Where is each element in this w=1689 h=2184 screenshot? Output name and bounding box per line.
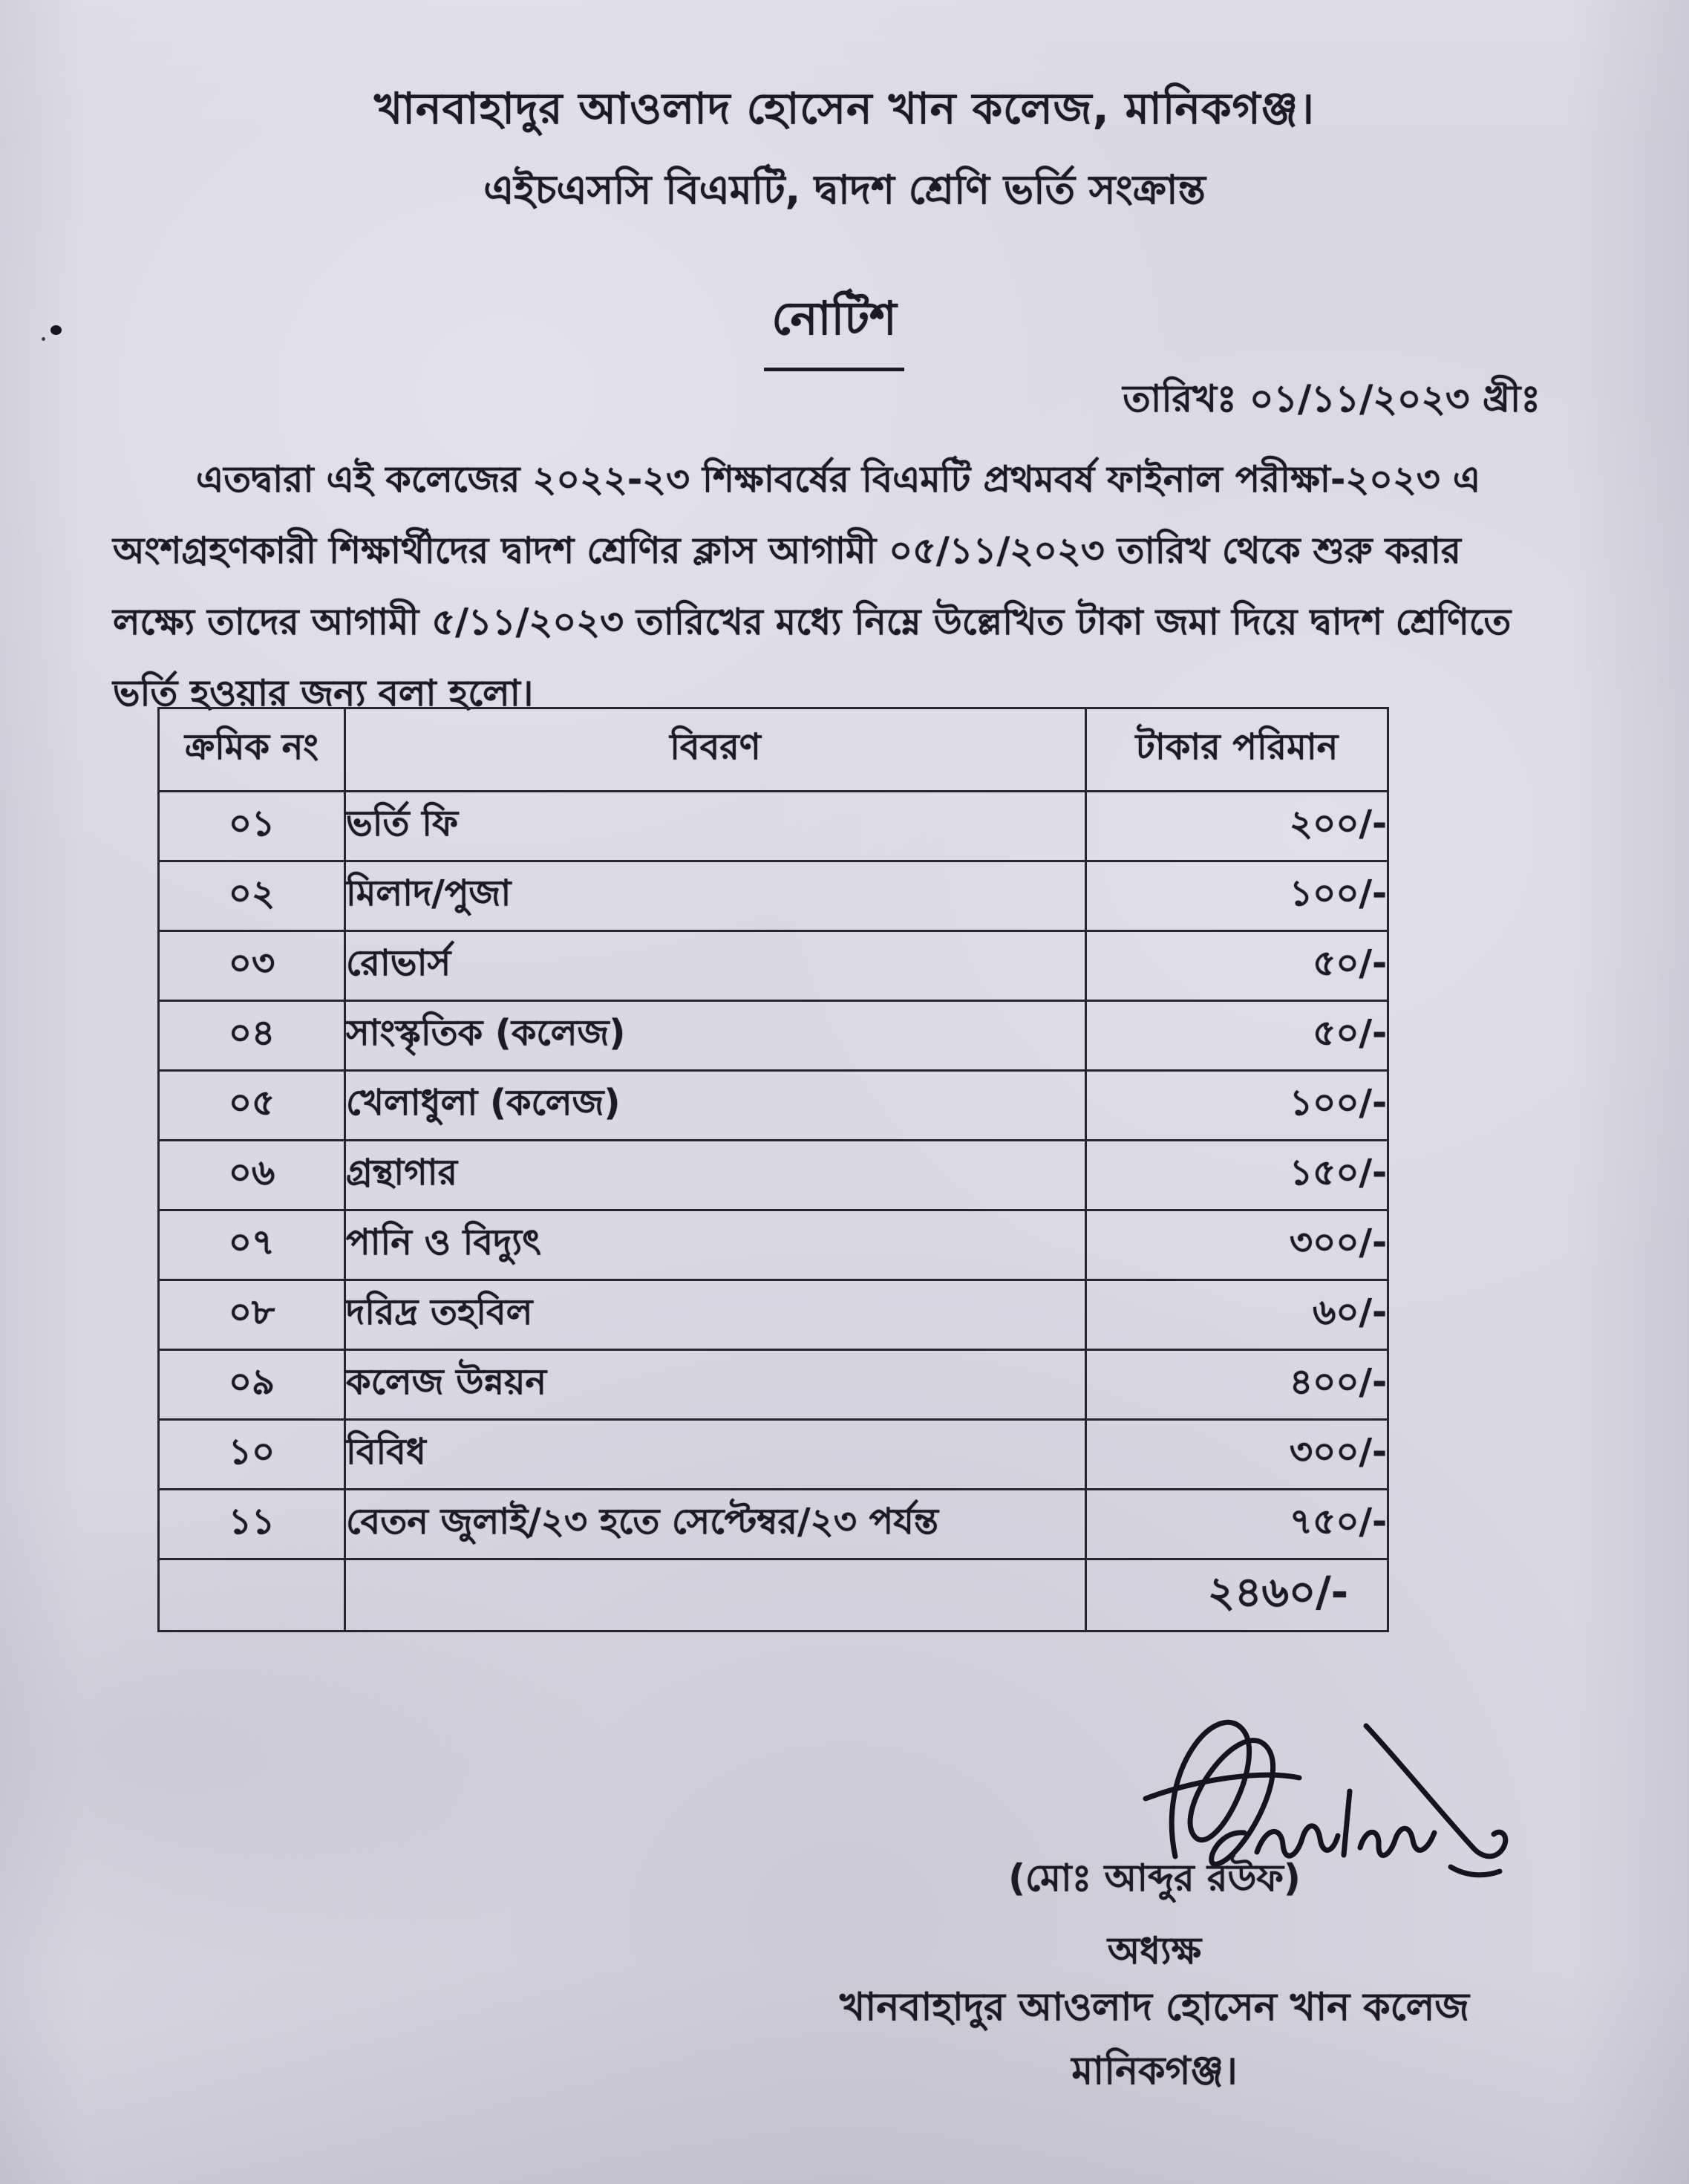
serial-cell: ০১: [159, 792, 345, 861]
column-header-amount: টাকার পরিমান: [1086, 708, 1388, 792]
table-row: [159, 1001, 1388, 1071]
signatory-name: (মোঃ আব্দুর রউফ): [1008, 1857, 1301, 1900]
table-total-row: [159, 1559, 1388, 1632]
serial-cell: ১০: [159, 1420, 345, 1490]
table-row: [159, 1210, 1388, 1280]
body-line: অংশগ্রহণকারী শিক্ষার্থীদের দ্বাদশ শ্রেণির ক্লাস আগামী ০৫/১১/২০২৩ তারিখ থেকে শুরু করার: [113, 529, 1461, 572]
table-header-row: [159, 708, 1388, 792]
amount-cell: ৩০০/-: [1086, 1420, 1388, 1490]
signatory-organization: খানবাহাদুর আওলাদ হোসেন খান কলেজ: [840, 1985, 1469, 2030]
body-line: এতদ্বারা এই কলেজের ২০২২-২৩ শিক্ষাবর্ষের বিএমটি প্রথমবর্ষ ফাইনাল পরীক্ষা-২০২৩ এ: [196, 458, 1481, 501]
description-cell: দরিদ্র তহবিল: [345, 1280, 1086, 1350]
description-cell: [345, 1559, 1086, 1632]
serial-cell: [159, 1559, 345, 1632]
table-row: [159, 1420, 1388, 1490]
amount-cell: ৬০/-: [1086, 1280, 1388, 1350]
total-amount-cell: ২৪৬০/-: [1086, 1559, 1388, 1632]
description-cell: মিলাদ/পুজা: [345, 861, 1086, 931]
column-header-serial: ক্রমিক নং: [159, 708, 345, 792]
serial-cell: ০৮: [159, 1280, 345, 1350]
description-cell: বিবিধ: [345, 1420, 1086, 1490]
table-row: [159, 1350, 1388, 1420]
fees-table: [157, 707, 1389, 1632]
college-name: খানবাহাদুর আওলাদ হোসেন খান কলেজ, মানিকগঞ্জ।: [374, 83, 1315, 134]
table-row: [159, 931, 1388, 1001]
notice-body: [113, 444, 1590, 729]
amount-cell: ৫০/-: [1086, 931, 1388, 1001]
table-row: [159, 1490, 1388, 1559]
description-cell: পানি ও বিদ্যুৎ: [345, 1210, 1086, 1280]
description-cell: রোভার্স: [345, 931, 1086, 1001]
amount-cell: ১০০/-: [1086, 861, 1388, 931]
amount-cell: ৪০০/-: [1086, 1350, 1388, 1420]
amount-cell: ৫০/-: [1086, 1001, 1388, 1071]
serial-cell: ০৫: [159, 1071, 345, 1141]
serial-cell: ০৯: [159, 1350, 345, 1420]
amount-cell: ৭৫০/-: [1086, 1490, 1388, 1559]
description-cell: ভর্তি ফি: [345, 792, 1086, 861]
amount-cell: ৩০০/-: [1086, 1210, 1388, 1280]
notice-title: নোটিশ: [764, 284, 904, 371]
amount-cell: ২০০/-: [1086, 792, 1388, 861]
serial-cell: ১১: [159, 1490, 345, 1559]
description-cell: গ্রন্থাগার: [345, 1141, 1086, 1210]
amount-cell: ১০০/-: [1086, 1071, 1388, 1141]
table-row: [159, 1280, 1388, 1350]
table-row: [159, 1141, 1388, 1210]
date-line: তারিখঃ ০১/১১/২০২৩ খ্রীঃ: [1123, 377, 1541, 420]
serial-cell: ০৪: [159, 1001, 345, 1071]
serial-cell: ০৩: [159, 931, 345, 1001]
table-row: [159, 861, 1388, 931]
table-row: [159, 1071, 1388, 1141]
notice-subject: এইচএসসি বিএমটি, দ্বাদশ শ্রেণি ভর্তি সংক্রান্ত: [483, 166, 1206, 213]
notice-title-wrap: [0, 284, 1668, 371]
description-cell: বেতন জুলাই/২৩ হতে সেপ্টেম্বর/২৩ পর্যন্ত: [345, 1490, 1086, 1559]
serial-cell: ০৭: [159, 1210, 345, 1280]
serial-cell: ০২: [159, 861, 345, 931]
amount-cell: ১৫০/-: [1086, 1141, 1388, 1210]
signatory-location: মানিকগঞ্জ।: [1071, 2049, 1238, 2093]
body-line: ভর্তি হওয়ার জন্য বলা হলো।: [113, 672, 534, 714]
body-line: লক্ষ্যে তাদের আগামী ৫/১১/২০২৩ তারিখের মধ্যে নিম্নে উল্লেখিত টাকা জমা দিয়ে দ্বাদশ শ্রেণিতে: [113, 601, 1512, 643]
column-header-description: বিবরণ: [345, 708, 1086, 792]
table-row: [159, 792, 1388, 861]
signatory-designation: অধ্যক্ষ: [1107, 1929, 1202, 1972]
description-cell: খেলাধুলা (কলেজ): [345, 1071, 1086, 1141]
description-cell: কলেজ উন্নয়ন: [345, 1350, 1086, 1420]
serial-cell: ০৬: [159, 1141, 345, 1210]
description-cell: সাংস্কৃতিক (কলেজ): [345, 1001, 1086, 1071]
